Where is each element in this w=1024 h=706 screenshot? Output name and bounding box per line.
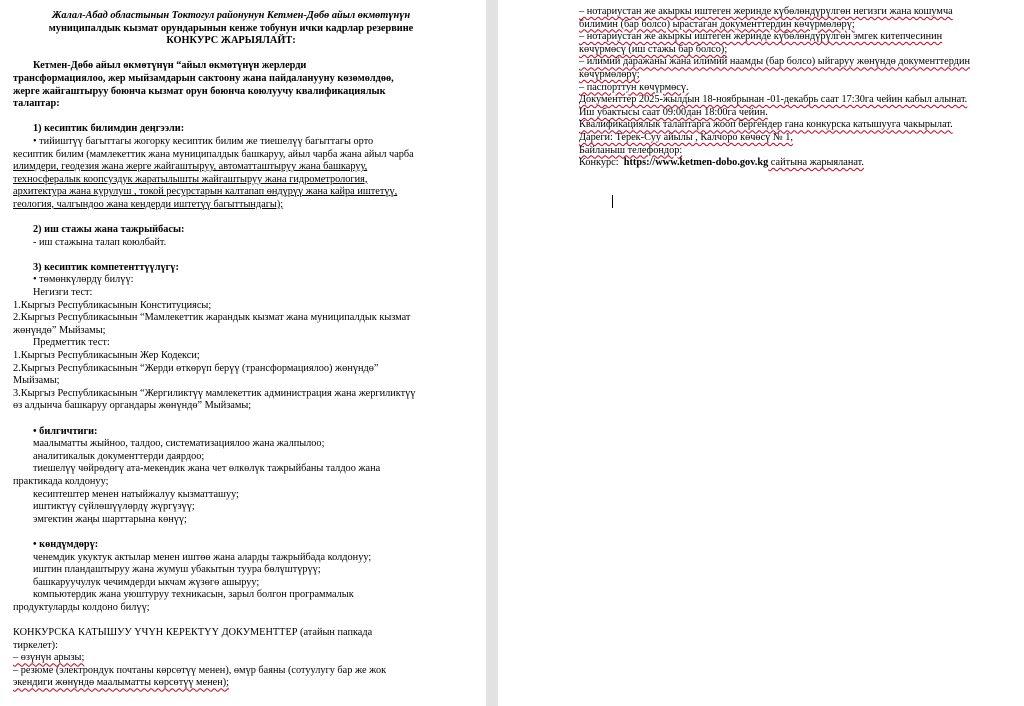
basic-test-item: 1.Кыргыз Республикасынын Конституциясы;	[13, 299, 212, 311]
intro-line-4: талаптар:	[13, 98, 60, 110]
right-line: – илимий даражаны жана илимий наамды (бар болсо) ыйгаруу жөнүндө документтердин	[579, 56, 970, 68]
intro-line-3: жерге жайгаштыруу боюнча кызмат орун боюнча коюлуучу квалификациялык	[13, 85, 386, 97]
abilities-item: ченемдик укуктук актылар менен иштөө жана аларды тажрыйбада колдонуу;	[33, 551, 372, 563]
contest-line	[579, 157, 1012, 170]
s1-line-3: илимдери, геодезия жана жерге жайгаштыруу, автоматташтыруу жана башкаруу,	[13, 161, 368, 173]
skills-item: тиешелүү чөйрөдөгү ата-мекендик жана чет өлкөлүк тажрыйбаны талдоо жана	[33, 463, 381, 475]
right-line: – нотариустан же акыркы иштеген жеринде күбөлөндүрүлгөн негизги жана кошумча	[579, 6, 953, 17]
s1-line-4: техносфералык коопсуздук жаратылышты жайгаштыруу жана гидрометрология,	[13, 173, 368, 185]
skills-item: маалыматты жыйноо, талдоо, систематизациялоо жана жалпылоо;	[33, 438, 325, 450]
title-line-3: КОНКУРС ЖАРЫЯЛАЙТ:	[166, 35, 296, 47]
page-gap	[486, 0, 498, 706]
right-line: Дареги: Терек-Суу айылы , Калчоро көчөсү № 1,	[579, 131, 793, 143]
intro-line-2: трансформациялоо, жер мыйзамдарын сактоону жана пайдаланууну көзөмөлдөө,	[13, 72, 394, 84]
abilities-heading: • көндүмдөрү:	[33, 538, 99, 550]
right-line: Иш убактысы саат 09:00дан 18:00га чейин.	[579, 106, 768, 118]
skills-item: практикада колдонуу;	[13, 475, 109, 487]
subject-test-item: өз алдынча башкаруу органдары жөнүндө” Мыйзамы;	[13, 400, 252, 412]
s1-line-1: • тийиштүү багыттагы жогорку кесиптик билим же тиешелүү багыттагы орто	[33, 135, 374, 147]
right-line: Документтер 2025-жылдын 18-ноябрынан -01-декабрь саат 17:30га чейин кабыл алынат.	[579, 94, 968, 106]
skills-item: аналитикалык документтерди даярдоо;	[33, 450, 205, 462]
documents-heading: тиркелет):	[13, 639, 58, 651]
contest-tail: сайтына жарыяланат.	[768, 157, 864, 169]
right-line: Квалификациялык талаптарга жооп бергендер гана конкурска катышууга чакырылат.	[579, 119, 953, 131]
skills-item: эмгектин жаңы шарттарына көнүү;	[33, 513, 187, 525]
text-cursor	[612, 195, 613, 208]
s1-line-2: кесиптик билим (мамлекеттик жана муниципалдык башкаруу, айыл чарба жана айыл чарба	[13, 148, 414, 160]
documents-heading: КОНКУРСКА КАТЫШУУ ҮЧҮН КЕРЕКТҮҮ ДОКУМЕНТТЕР (атайын папкада	[13, 627, 373, 639]
section-1-heading: 1) кесиптик билимдин деңгээли:	[33, 123, 185, 135]
abilities-item: башкаруучулук чечимдерди ыкчам жүзөгө ашыруу;	[33, 576, 260, 588]
title-line-2: муниципалдык кызмат орундарынын кенже тобунун ички кадрлар резервине	[48, 22, 414, 34]
subject-test-heading: Предметтик тест:	[33, 337, 110, 349]
section-3-heading: 3) кесиптик компетенттүүлүгү:	[33, 261, 179, 273]
abilities-item: компьютердик жана уюштуруу техникасын, зарыл болгон программалык	[33, 589, 354, 601]
document-page-right[interactable]	[498, 0, 1024, 706]
right-line: билимин (бар болсо) ырастаган документтердин көчүрмөлөрү;	[579, 18, 855, 30]
contest-label: Конкурс:	[579, 157, 619, 169]
documents-item: – резюме (электрондук почтаны көрсөтүү менен), өмүр баяны (сотуулугу бар же жок	[13, 664, 387, 676]
document-page-left[interactable]	[0, 0, 486, 706]
intro-line-1: Кетмен-Дөбө айыл өкмөтүнүн “айыл өкмөтүнүн жерлерди	[33, 60, 307, 72]
section-2-heading: 2) иш стажы жана тажрыйбасы:	[33, 224, 185, 236]
subject-test-item: 1.Кыргыз Республикасынын Жер Кодекси;	[13, 350, 200, 362]
s1-line-5: архитектура жана курулуш , токой ресурстарын калтапап өндүрүү жана кайра иштетүү,	[13, 186, 398, 198]
right-line: – нотариустан же акыркы иштеген жеринде күбөлөндүрүлгөн эмгек китепчесинин	[579, 31, 943, 43]
right-line: көчүрмөсү (иш стажы бар болсо);	[579, 43, 728, 55]
section-2-text: - иш стажына талап коюлбайт.	[33, 236, 167, 248]
subject-test-item: Мыйзамы;	[13, 375, 60, 387]
basic-test-item: 2.Кыргыз Республикасынын “Мамлекеттик жарандык кызмат жана муниципалдык кызмат	[13, 312, 411, 324]
basic-test-item: жөнүндө” Мыйзамы;	[13, 324, 106, 336]
abilities-item: иштин пландаштыруу жана жумуш убакытын туура бөлүштүрүү;	[33, 564, 321, 576]
basic-test-heading: Негизги тест:	[33, 287, 93, 299]
right-line: – паспорттун көчүрмөсү.	[579, 81, 689, 93]
right-line: көчүрмөлөрү;	[579, 68, 640, 80]
documents-item: экендиги жөнүндө маалыматты көрсөтүү менен);	[13, 677, 230, 689]
s1-line-6: геология, чалгындоо жана кендерди иштетүү багыттындагы);	[13, 198, 284, 210]
abilities-item: продуктуларды колдоно билүү;	[13, 601, 150, 613]
skills-item: иштиктүү сүйлөшүүлөрдү жүргүзүү;	[33, 501, 195, 513]
title-line-1: Жалал-Абад областынын Токтогул районунун Кетмен-Дөбө айыл өкмөтүнүн	[51, 10, 411, 21]
subject-test-item: 3.Кыргыз Республикасынын “Жергиликтүү мамлекеттик администрация жана жергиликтүү	[13, 387, 416, 399]
documents-item: – өзүнүн арызы;	[13, 652, 85, 664]
skills-heading: • билгичтиги:	[33, 425, 98, 437]
knowledge-heading: • төмөнкүлөрдү билүү:	[33, 274, 134, 286]
contest-link[interactable]: https://www.ketmen-dobo.gov.kg	[623, 157, 769, 169]
right-line: Байланыш телефондор:	[579, 144, 683, 156]
subject-test-item: 2.Кыргыз Республикасынын “Жерди өткөрүп берүү (трансформациялоо) жөнүндө”	[13, 362, 379, 374]
skills-item: кесиптештер менен натыйжалуу кызматташуу;	[33, 488, 239, 500]
